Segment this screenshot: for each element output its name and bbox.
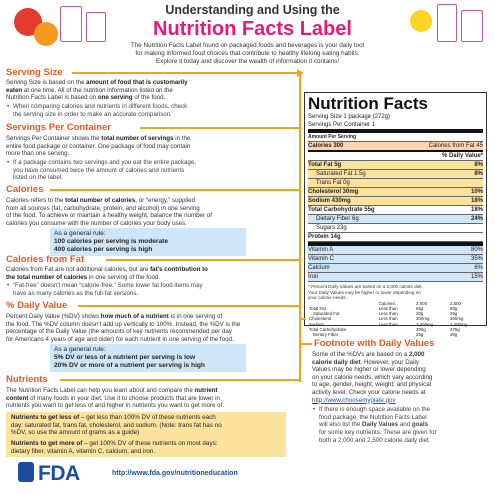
label-nutrient-row [308, 179, 483, 188]
calories-guide: As a general rule: 100 calories per serving is moderate 400 calories per serving is high [50, 228, 246, 256]
footnote-bullet: • If there is enough space available on the food package, the Nutrition Facts Label will also list the Daily Values and goals for some key nutrients. These are given for both a 2,000 and 2,500 calorie daily diet. [312, 406, 490, 444]
dv-table-cell: Calories: [378, 300, 396, 306]
serving-size-bullet: • When comparing calories and nutrients in different foods, check the serving size in order to make an accurate comparison. [6, 103, 298, 118]
vitamin-dv: 35% [470, 256, 483, 262]
serving-size-heading: Serving Size [6, 67, 63, 78]
nutrient-name: Sugars 23g [316, 225, 347, 231]
intro-line: Explore it today and discover the wealth of information it contains! [155, 58, 340, 65]
milk-carton-icon [437, 4, 457, 42]
choosemyplate-link[interactable]: http://www.choosemyplate.gov [312, 396, 396, 404]
calories-from-fat-bullet: • “Fat-free” doesn't mean “calorie-free.” Some lower fat food items may have as many calories as the full-fat versions. [6, 282, 298, 297]
nutrient-name: Saturated Fat 1.5g [316, 171, 366, 177]
dv-table-cell: 2,400mg [450, 321, 468, 327]
calories-heading: Calories [6, 184, 44, 195]
vitamin-dv: 80% [470, 247, 483, 253]
label-vitamin-row [308, 264, 483, 273]
calories-text: Calories refers to the total number of calories, or “energy,” supplied from all sources (fat, carbohydrate, protein, and alcohol) in one serving of the food. To achieve or maintain a healthy weight, balance the number of calories you consume with the number of calories your body uses. [6, 197, 212, 227]
label-nutrient-row [308, 224, 483, 233]
dv-table-cell: 25g [450, 311, 458, 317]
label-nutrient-row [308, 170, 483, 179]
arrow-connector [300, 343, 312, 345]
juice-box-icon [461, 10, 483, 42]
dv-table-cell: 300g [416, 326, 426, 332]
lemon-icon [410, 10, 432, 32]
daily-value-guide: As a general rule: 5% DV or less of a nutrient per serving is low 20% DV or more of a nutrient per serving is high [50, 344, 246, 372]
nutrient-dv: 8% [474, 171, 483, 177]
dv-table-cell: 2,000 [416, 300, 428, 306]
dv-table-cell: 80g [450, 305, 458, 311]
label-vitamin-rows [308, 246, 483, 282]
arrow-connector [300, 318, 306, 320]
label-nutrient-row [308, 188, 483, 197]
arrow-connector [60, 379, 300, 381]
dv-table-cell: 375g [450, 326, 460, 332]
dv-table-cell: 25g [416, 332, 424, 337]
dv-table-cell: Saturated Fat [313, 311, 340, 317]
nutrients-more-box: Nutrients to get more of – get 100% DV of these nutrients on most days: dietary fiber, vitamin A, vitamin C, calcium, and iron. [6, 438, 286, 457]
vitamin-name: Vitamin C [308, 256, 334, 262]
vitamin-dv: 6% [474, 265, 483, 271]
label-calories: Calories 300 [308, 143, 344, 149]
footnote-heading: Footnote with Daily Values [314, 338, 435, 349]
guide-intro: As a general rule: [54, 230, 106, 237]
servings-per-container-heading: Servings Per Container [6, 122, 112, 133]
dv-table-cell: 300mg [416, 316, 430, 322]
label-serving-size: Serving Size 1 package (272g) [308, 114, 391, 120]
cereal-box-icon [86, 12, 106, 42]
label-nutrient-row [308, 215, 483, 224]
dv-table-cell [378, 332, 415, 337]
arrow-connector [72, 72, 300, 74]
arrow-connector [78, 305, 300, 307]
dv-table-cell: Cholesterol [309, 316, 332, 322]
label-nutrient-row [308, 206, 483, 215]
intro-line: for making informed food choices that contribute to healthy lifelong eating habits. [135, 50, 360, 57]
fda-url-link[interactable]: http://www.fda.gov/nutritioneducation [112, 470, 238, 477]
fda-logo: FDA [18, 462, 80, 486]
label-daily-values-table [308, 301, 483, 337]
dv-table-cell: Total Carbohydrate [309, 326, 347, 332]
vitamin-name: Calcium [308, 265, 330, 271]
label-nutrient-row [308, 233, 483, 242]
vitamin-name: Vitamin A [308, 247, 334, 253]
intro-text [85, 42, 410, 66]
dv-table-cell: Sodium [309, 321, 324, 327]
dv-table-cell: 30g [450, 332, 458, 337]
nutrient-name: Dietary Fiber 6g [316, 216, 359, 222]
dv-table-cell: Dietary Fiber [313, 332, 339, 337]
label-vitamin-row [308, 246, 483, 255]
nutrient-dv: 8% [474, 162, 483, 168]
dv-table-cell: Less than [378, 311, 398, 317]
arrow-connector [106, 259, 300, 261]
nutrients-less-box: Nutrients to get less of – get less than 100% DV of these nutrients each day: saturated fat, trans fat, cholesterol, and sodium. (Note: trans fat has no %DV, so use the amount of grams as a guide) [6, 412, 286, 439]
nutrient-name: Protein 14g [308, 234, 341, 240]
arrow-connector [50, 189, 300, 191]
intro-line: The Nutrition Facts Label found on packaged foods and beverages is your daily tool [130, 42, 365, 49]
title-line-1: Understanding and Using the [165, 3, 340, 17]
dv-table-cell: Less than [378, 316, 398, 322]
nutrient-dv: 10% [470, 189, 483, 195]
dv-table-cell: Less than [378, 321, 398, 327]
daily-value-text: Percent Daily Value (%DV) shows how much of a nutrient is in one serving of the food. The %DV column doesn't add up vertically to 100%. Instead, the %DV is the percentage of the Daily Value (the amounts of key nutrients recommended per day for Americans 4 years of age and older) for each nutrient in one serving of the food. [6, 313, 241, 343]
nutrient-dv: 18% [470, 207, 483, 213]
serving-size-text: Serving Size is based on the amount of food that is customarily eaten at one time. All of the nutrition information listed on the Nutrition Facts Label is based on one serving of the food. [6, 79, 188, 102]
vitamin-name: Iron [308, 274, 319, 280]
dv-table-cell: 2,400mg [416, 321, 434, 327]
nutrient-dv: 18% [470, 198, 483, 204]
label-amount-header: Amount Per Serving [308, 133, 483, 142]
nutrient-name: Total Fat 5g [308, 162, 342, 168]
nutrients-heading: Nutrients [6, 374, 48, 385]
footnote-text: Some of the %DVs are based on a 2,000 calorie daily diet. However, your Daily Values may be higher or lower depending on your calorie needs, which vary according to age, gender, height, weight, and physical activity level. Check your calorie needs at http://www.choosemyplate.gov • If there is enough space available on the food package, the Nutrition Facts Label will also list the Daily Values and goals for some key nutrients. These are given for both a 2,000 and 2,500 calorie daily diet. [312, 351, 490, 444]
label-dv-header: % Daily Value* [308, 152, 483, 161]
nutrient-name: Total Carbohydrate 55g [308, 207, 375, 213]
nutrient-dv: 24% [470, 216, 483, 222]
page-title: Nutrition Facts Label [153, 18, 352, 40]
arrow-connector [299, 72, 301, 382]
nutrient-name: Cholesterol 30mg [308, 189, 359, 195]
servings-per-container-text: Servings Per Container shows the total number of servings in the entire food package or container. One package of food may contain more than one serving. [6, 135, 191, 158]
calories-from-fat-heading: Calories from Fat [6, 254, 85, 265]
label-vitamin-row [308, 255, 483, 264]
label-title: Nutrition Facts [308, 94, 428, 113]
label-nutrient-rows [308, 161, 483, 242]
nutrient-name: Trans Fat 0g [316, 180, 350, 186]
hhs-eagle-icon [18, 462, 34, 482]
vitamin-dv: 15% [470, 274, 483, 280]
calories-from-fat-text: Calories from Fat are not additional calories, but are fat's contribution to the total number of calories in one serving of the food. [6, 266, 208, 281]
guide-intro: As a general rule: [54, 346, 106, 353]
label-calories-row [308, 142, 483, 152]
dv-table-row [308, 332, 483, 337]
label-nutrient-row [308, 197, 483, 206]
label-servings-per-container: Servings Per Container 1 [308, 121, 483, 133]
servings-per-container-bullet: • If a package contains two servings and you eat the entire package, you have consumed twice the amount of calories and nutrients listed on the label. [6, 159, 298, 182]
dv-table-cell: 300mg [450, 316, 464, 322]
orange-icon [34, 22, 58, 46]
dv-table-cell: Less than [378, 305, 398, 311]
nutrition-facts-label [304, 92, 487, 337]
label-nutrient-row [308, 161, 483, 170]
arrow-connector [140, 127, 300, 129]
label-vitamin-row [308, 273, 483, 282]
label-footnote: * Percent Daily Values are based on a 2,000 calorie diet. Your Daily Values may be higher or lower depending on your calorie needs. [308, 284, 423, 301]
label-calories-from-fat: Calories from Fat 45 [428, 143, 483, 149]
dv-table-cell: 20g [416, 311, 424, 317]
nutrient-name: Sodium 430mg [308, 198, 351, 204]
dv-table-cell: 2,500 [450, 300, 461, 306]
nutrients-text: The Nutrition Facts Label can help you learn about and compare the nutrient content of many foods in your diet. Use it to choose products that are lower in nutrients you want to get less of and higher in nutrients you want to get more of. [6, 387, 225, 410]
daily-value-heading: % Daily Value [6, 300, 68, 311]
cereal-box-icon [60, 6, 82, 42]
dv-table-cell: Total Fat [309, 305, 326, 311]
dv-table-cell: 65g [416, 305, 424, 311]
